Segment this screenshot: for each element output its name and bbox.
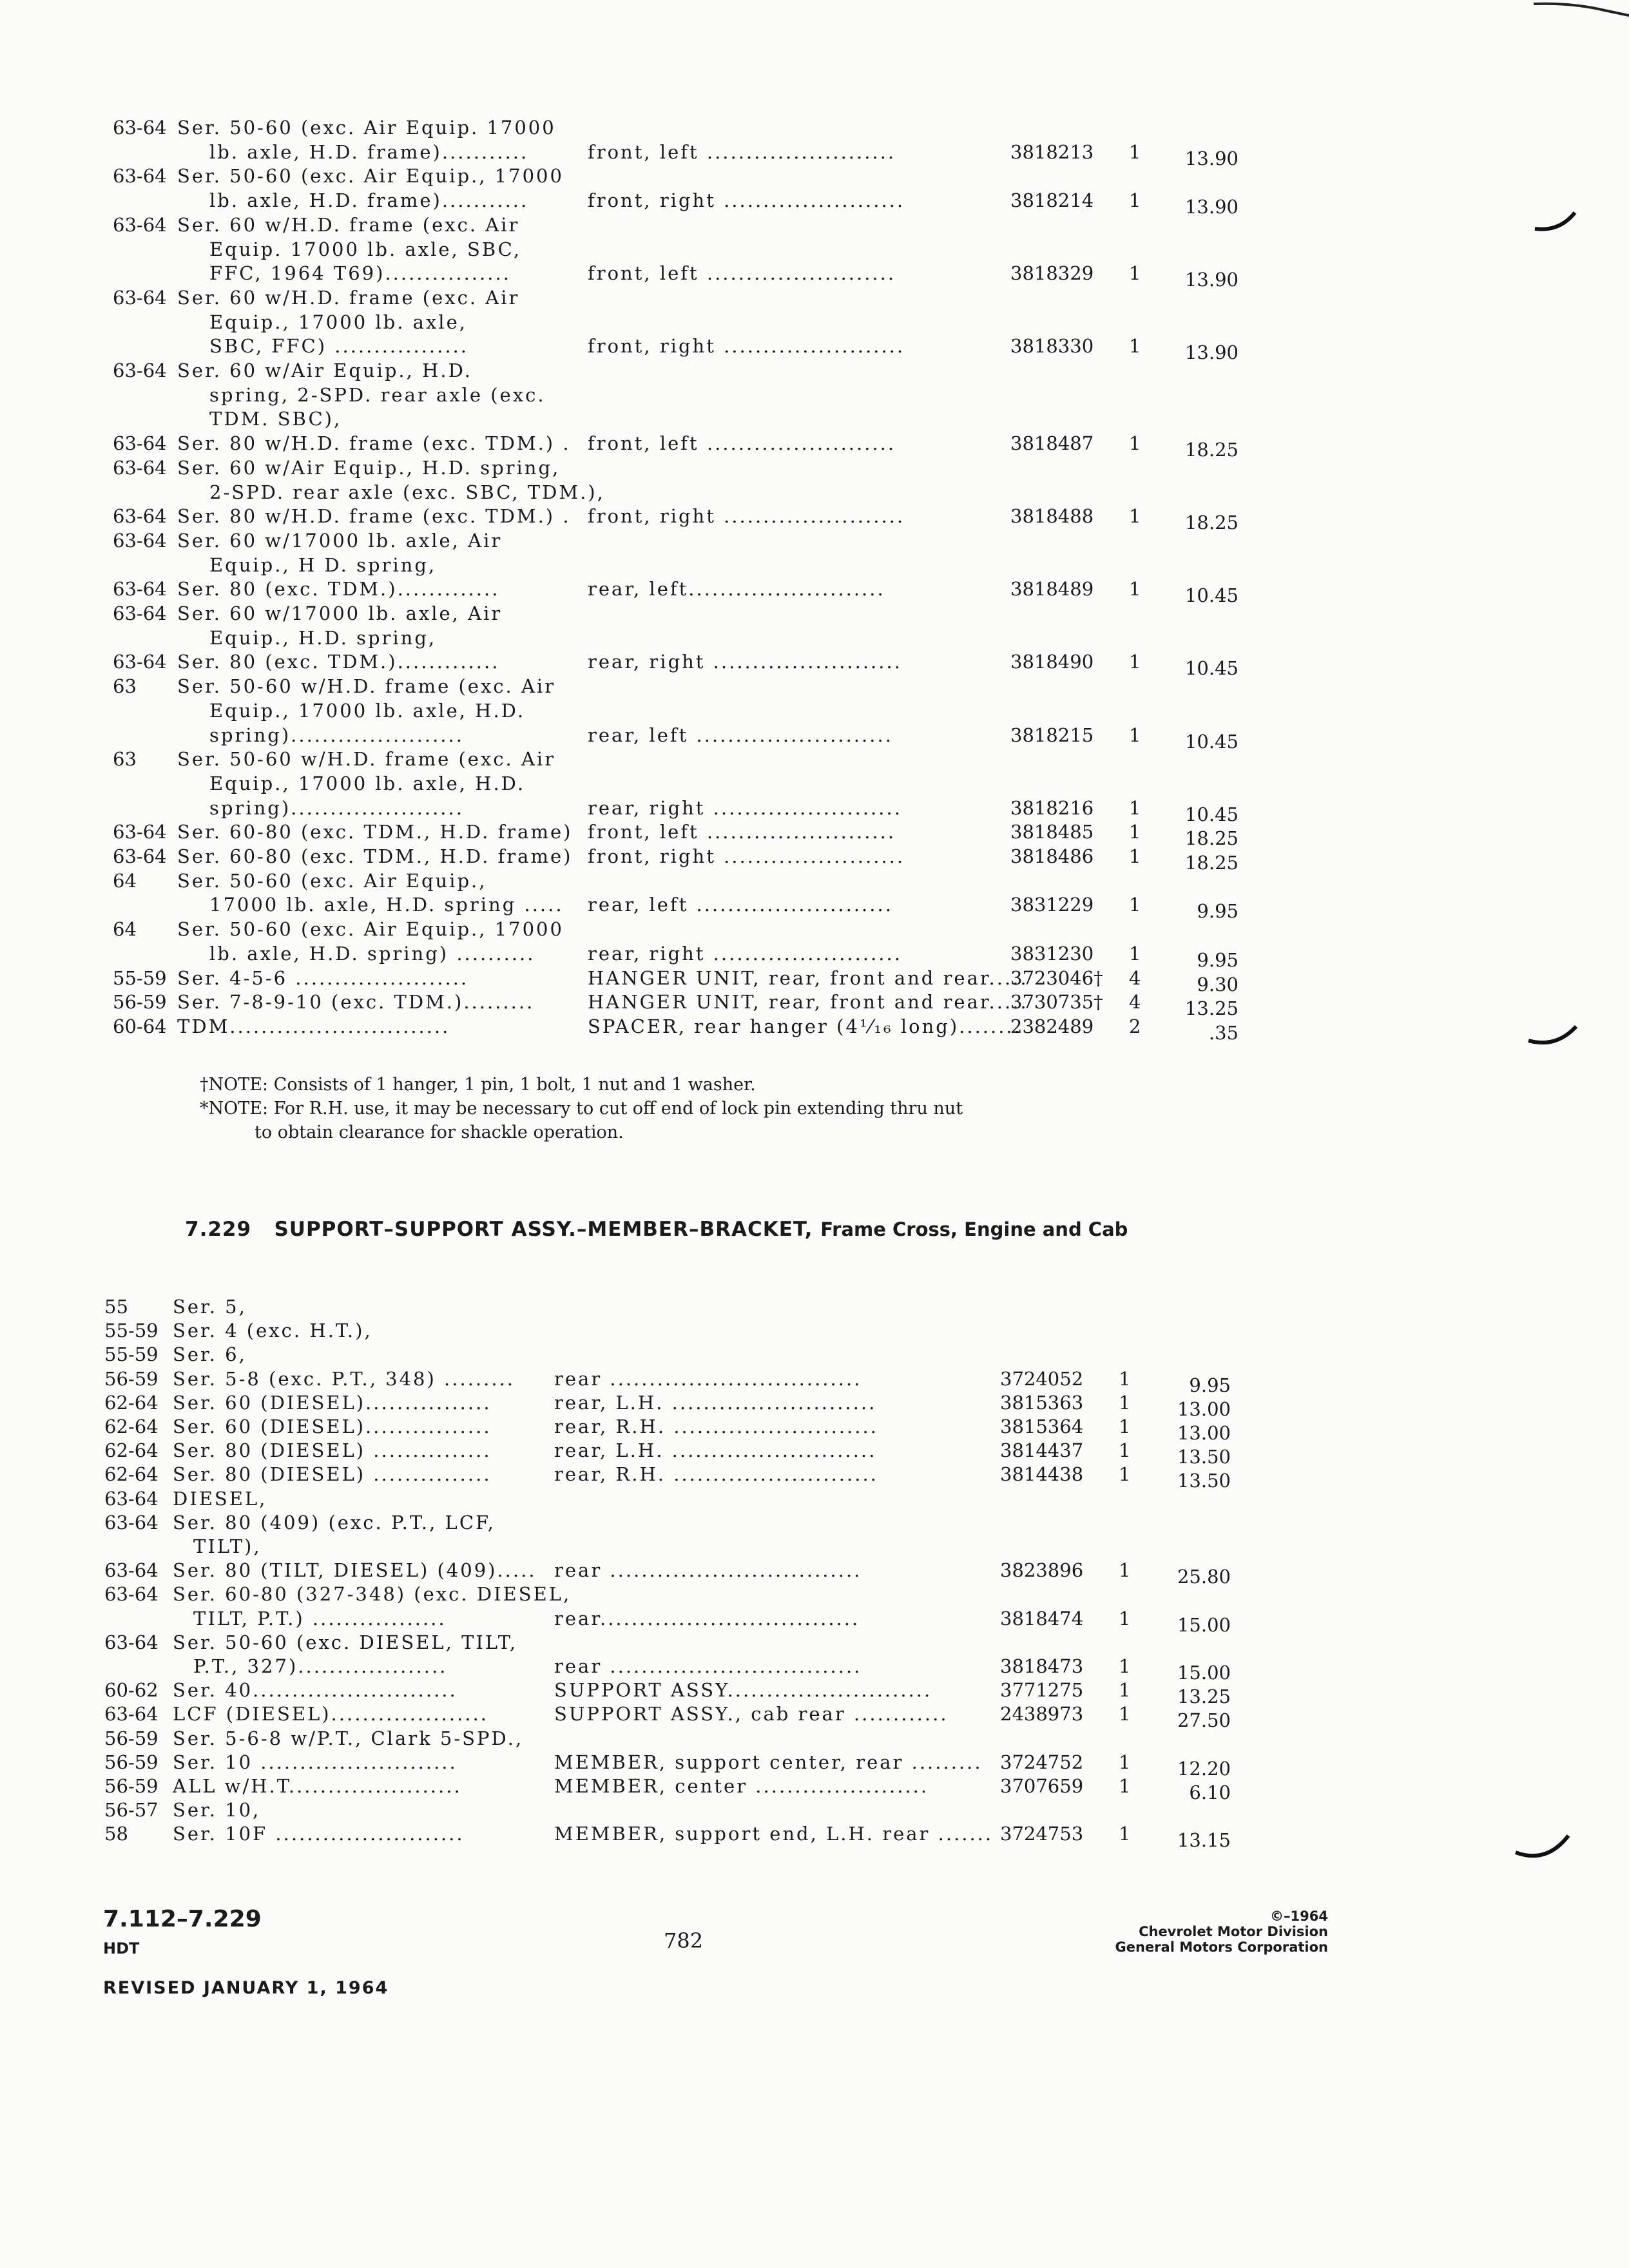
entry-location: front, right ....................... [588, 845, 905, 867]
price: 18.25 [1184, 852, 1239, 874]
entry-year: 56-57 [104, 1799, 159, 1821]
entry-description: Ser. 60 w/Air Equip., H.D. spring, [177, 456, 561, 479]
entry-description: Ser. 60 (DIESEL)................ [173, 1416, 492, 1437]
price: 6.10 [1189, 1782, 1231, 1803]
entry-year: 55-59 [113, 966, 167, 989]
entry-description: Ser. 5-8 (exc. P.T., 348) ......... [173, 1367, 516, 1390]
entry-description: Equip., H D. spring, [209, 553, 437, 576]
entry-location: SUPPORT ASSY., cab rear ............ [554, 1703, 949, 1725]
price: 13.90 [1184, 269, 1239, 291]
part-number: 3815363 [1000, 1391, 1084, 1414]
entry-description: LCF (DIESEL).................... [173, 1703, 488, 1725]
entry-year: 63-64 [113, 529, 167, 552]
part-number: 3818485 [1010, 821, 1094, 843]
entry-location: rear................................. [554, 1607, 860, 1629]
price: 13.00 [1177, 1422, 1231, 1444]
entry-description: lb. axle, H.D. frame)........... [209, 189, 529, 212]
entry-year: 63-64 [113, 213, 167, 236]
quantity: 1 [1129, 262, 1141, 285]
entry-description: Ser. 80 (DIESEL) ............... [173, 1439, 492, 1462]
scan-smudge-top [1534, 0, 1629, 26]
entry-location: rear, R.H. .......................... [554, 1463, 878, 1486]
entry-year: 56-59 [104, 1367, 159, 1390]
entry-location: front, right ....................... [588, 335, 905, 358]
entry-year: 62-64 [104, 1391, 159, 1414]
part-number: 3707659 [1000, 1775, 1084, 1797]
quantity: 1 [1129, 942, 1141, 965]
entry-location: rear, left......................... [588, 578, 885, 601]
entry-year: 56-59 [104, 1751, 159, 1773]
price: 13.90 [1184, 147, 1239, 169]
entry-description: lb. axle, H.D. spring) .......... [209, 942, 535, 965]
part-number: 3771275 [1000, 1679, 1084, 1702]
entry-year: 63-64 [113, 845, 167, 867]
entry-year: 63-64 [113, 602, 167, 624]
quantity: 1 [1119, 1367, 1131, 1390]
part-number: 3814438 [1000, 1463, 1084, 1486]
entry-description: spring)...................... [209, 724, 464, 746]
entry-description: Ser. 60 (DIESEL)................ [173, 1391, 492, 1414]
part-number: 3818487 [1010, 432, 1094, 455]
entry-description: Ser. 80 (exc. TDM.)............. [177, 651, 500, 673]
entry-location: rear, right ........................ [588, 942, 902, 965]
quantity: 1 [1129, 651, 1141, 673]
entry-location: rear ................................ [554, 1655, 862, 1677]
entry-description: Equip., 17000 lb. axle, H.D. [209, 772, 526, 794]
quantity: 1 [1129, 335, 1141, 358]
entry-year: 64 [113, 918, 137, 941]
entry-year: 63-64 [113, 432, 167, 455]
entry-description: Ser. 80 (DIESEL) ............... [173, 1463, 492, 1486]
part-number: 3818214 [1010, 189, 1094, 212]
part-number: 3730735† [1010, 991, 1103, 1014]
entry-year: 63-64 [113, 360, 167, 381]
entry-description: TILT, P.T.) ................. [193, 1607, 447, 1629]
part-number: 3818329 [1010, 262, 1094, 285]
entry-description: Ser. 60 w/17000 lb. axle, Air [177, 602, 503, 624]
section-number: 7.229 [185, 1218, 252, 1241]
price: 13.15 [1177, 1829, 1231, 1852]
price: 15.00 [1177, 1613, 1231, 1636]
entry-year: 63-64 [113, 651, 167, 673]
part-number: 3818489 [1010, 578, 1094, 601]
quantity: 2 [1129, 1015, 1141, 1037]
entry-description: 2-SPD. rear axle (exc. SBC, TDM.), [209, 481, 605, 503]
part-number: 2382489 [1010, 1015, 1094, 1037]
entry-description: Ser. 50-60 w/H.D. frame (exc. Air [177, 675, 556, 698]
entry-year: 60-64 [113, 1015, 167, 1037]
entry-description: DIESEL, [173, 1487, 267, 1510]
note-continuation: to obtain clearance for shackle operation. [255, 1122, 624, 1142]
part-number: 3818330 [1010, 335, 1094, 358]
price: 10.45 [1184, 803, 1239, 825]
entry-location: HANGER UNIT, rear, front and rear..... [588, 991, 1028, 1014]
part-number: 3818490 [1010, 651, 1094, 673]
entry-year: 63 [113, 675, 137, 698]
entry-location: rear, R.H. .......................... [554, 1416, 878, 1437]
part-number: 3724052 [1000, 1367, 1084, 1390]
part-number: 3818215 [1010, 724, 1094, 746]
copyright: ©–1964 [1270, 1908, 1328, 1924]
part-number: 3818474 [1000, 1607, 1084, 1629]
price: 10.45 [1184, 657, 1239, 680]
entry-description: Ser. 80 w/H.D. frame (exc. TDM.) . [177, 505, 571, 528]
part-number: 3815364 [1000, 1416, 1084, 1437]
entry-location: rear, left ......................... [588, 724, 893, 746]
part-number: 2438973 [1000, 1703, 1084, 1725]
entry-year: 58 [104, 1823, 128, 1845]
entry-year: 63-64 [104, 1583, 159, 1606]
part-number: 3724753 [1000, 1823, 1084, 1845]
entry-description: Ser. 50-60 (exc. Air Equip. 17000 [177, 117, 556, 139]
entry-location: HANGER UNIT, rear, front and rear..... [588, 966, 1028, 989]
entry-year: 55-59 [104, 1343, 159, 1366]
entry-description: Ser. 50-60 (exc. Air Equip., [177, 869, 487, 892]
quantity: 1 [1119, 1607, 1131, 1629]
entry-description: SBC, FFC) ................. [209, 335, 468, 358]
page-number: 782 [664, 1928, 704, 1953]
quantity: 1 [1119, 1775, 1131, 1797]
entry-description: Ser. 60 w/Air Equip., H.D. [177, 360, 473, 381]
entry-location: rear, right ........................ [588, 796, 902, 819]
margin-tick-mark [1534, 193, 1579, 238]
note-line: †NOTE: Consists of 1 hanger, 1 pin, 1 bolt, 1 nut and 1 washer. [200, 1075, 756, 1095]
entry-year: 63-64 [104, 1487, 159, 1510]
entry-location: SPACER, rear hanger (4¹⁄₁₆ long)........ [588, 1015, 1022, 1037]
part-number: 3724752 [1000, 1751, 1084, 1773]
entry-year: 63-64 [104, 1703, 159, 1725]
entry-description: Ser. 60 w/H.D. frame (exc. Air [177, 286, 520, 309]
price: 27.50 [1177, 1709, 1231, 1732]
entry-description: Equip., H.D. spring, [209, 626, 437, 649]
entry-year: 63-64 [113, 456, 167, 479]
entry-description: Ser. 80 (exc. TDM.)............. [177, 578, 500, 601]
entry-location: front, left ........................ [588, 821, 896, 843]
part-number: 3818488 [1010, 505, 1094, 528]
entry-description: Ser. 4 (exc. H.T.), [173, 1320, 372, 1342]
quantity: 1 [1129, 845, 1141, 867]
price: 13.25 [1184, 997, 1239, 1020]
entry-year: 63 [113, 748, 137, 771]
price: 13.00 [1177, 1398, 1231, 1420]
quantity: 1 [1119, 1463, 1131, 1486]
entry-location: SUPPORT ASSY.......................... [554, 1679, 932, 1702]
price: 9.30 [1197, 973, 1239, 995]
quantity: 1 [1119, 1823, 1131, 1845]
entry-year: 56-59 [113, 991, 167, 1014]
entry-location: front, right ....................... [588, 189, 905, 212]
entry-year: 63-64 [104, 1511, 159, 1533]
entry-location: rear ................................ [554, 1559, 862, 1582]
entry-description: Ser. 80 (TILT, DIESEL) (409)..... [173, 1559, 537, 1582]
price: 13.90 [1184, 341, 1239, 364]
org-chevrolet: Chevrolet Motor Division [1139, 1924, 1328, 1939]
quantity: 1 [1129, 821, 1141, 843]
entry-description: Ser. 60-80 (327-348) (exc. DIESEL, [173, 1583, 572, 1606]
quantity: 1 [1119, 1751, 1131, 1773]
price: 13.50 [1177, 1470, 1231, 1492]
price: 10.45 [1184, 584, 1239, 607]
section-subtitle: Frame Cross, Engine and Cab [820, 1218, 1128, 1240]
part-number: 3814437 [1000, 1439, 1084, 1462]
part-number: 3823896 [1000, 1559, 1084, 1582]
quantity: 1 [1119, 1655, 1131, 1677]
price: 12.20 [1177, 1757, 1231, 1780]
price: 13.25 [1177, 1686, 1231, 1708]
price: 15.00 [1177, 1662, 1231, 1684]
entry-description: Equip., 17000 lb. axle, H.D. [209, 699, 526, 722]
quantity: 1 [1129, 578, 1141, 601]
price: 9.95 [1197, 948, 1239, 971]
entry-description: Ser. 50-60 (exc. Air Equip., 17000 [177, 165, 564, 187]
entry-description: Ser. 5-6-8 w/P.T., Clark 5-SPD., [173, 1727, 524, 1749]
entry-year: 63-64 [113, 117, 167, 139]
entry-description: Ser. 50-60 (exc. Air Equip., 17000 [177, 918, 564, 941]
part-number: 3818216 [1010, 796, 1094, 819]
entry-description: Ser. 10, [173, 1799, 261, 1821]
part-number: 3818486 [1010, 845, 1094, 867]
entry-description: ALL w/H.T...................... [173, 1775, 462, 1797]
entry-description: TILT), [193, 1535, 262, 1557]
quantity: 4 [1129, 966, 1141, 989]
entry-description: FFC, 1964 T69)................ [209, 262, 511, 285]
quantity: 1 [1119, 1439, 1131, 1462]
entry-description: lb. axle, H.D. frame)........... [209, 140, 529, 163]
entry-year: 62-64 [104, 1463, 159, 1486]
entry-location: front, left ........................ [588, 140, 896, 163]
entry-description: Ser. 60 w/17000 lb. axle, Air [177, 529, 503, 552]
entry-description: Ser. 80 (409) (exc. P.T., LCF, [173, 1511, 496, 1533]
footer-code: HDT [103, 1939, 140, 1957]
entry-year: 55 [104, 1296, 128, 1318]
entry-year: 63-64 [113, 505, 167, 528]
entry-description: Ser. 60 w/H.D. frame (exc. Air [177, 213, 520, 236]
entry-year: 56-59 [104, 1727, 159, 1749]
entry-year: 63-64 [113, 578, 167, 601]
quantity: 1 [1119, 1391, 1131, 1414]
entry-description: 17000 lb. axle, H.D. spring ..... [209, 894, 564, 916]
entry-description: Ser. 10 ......................... [173, 1751, 458, 1773]
entry-location: MEMBER, support center, rear ......... [554, 1751, 983, 1773]
entry-description: Ser. 5, [173, 1296, 247, 1318]
entry-description: Equip. 17000 lb. axle, SBC, [209, 238, 522, 260]
price: 18.25 [1184, 827, 1239, 850]
note-line: *NOTE: For R.H. use, it may be necessary to cut off end of lock pin extending thru nut [200, 1099, 963, 1119]
quantity: 1 [1119, 1679, 1131, 1702]
entry-location: rear, right ........................ [588, 651, 902, 673]
margin-tick-mark [1527, 1015, 1579, 1053]
entry-year: 62-64 [104, 1439, 159, 1462]
entry-description: Ser. 80 w/H.D. frame (exc. TDM.) . [177, 432, 571, 455]
entry-description: spring, 2-SPD. rear axle (exc. [209, 383, 546, 406]
section-heading [185, 1218, 1128, 1241]
entry-description: Ser. 7-8-9-10 (exc. TDM.)......... [177, 991, 535, 1014]
entry-year: 63-64 [113, 821, 167, 843]
entry-location: front, right ....................... [588, 505, 905, 528]
quantity: 1 [1129, 724, 1141, 746]
entry-description: Ser. 60-80 (exc. TDM., H.D. frame) [177, 821, 573, 843]
entry-year: 56-59 [104, 1775, 159, 1797]
entry-description: TDM............................ [177, 1015, 450, 1037]
quantity: 1 [1129, 505, 1141, 528]
entry-description: Ser. 6, [173, 1343, 247, 1366]
entry-location: MEMBER, support end, L.H. rear ....... [554, 1823, 994, 1845]
quantity: 1 [1129, 432, 1141, 455]
entry-description: Ser. 10F ........................ [173, 1823, 465, 1845]
quantity: 1 [1129, 796, 1141, 819]
entry-location: rear, L.H. .......................... [554, 1391, 877, 1414]
footer-section-range: 7.112–7.229 [103, 1906, 262, 1932]
quantity: 1 [1119, 1703, 1131, 1725]
quantity: 4 [1129, 991, 1141, 1014]
part-number: 3723046† [1010, 966, 1103, 989]
entry-description: Ser. 50-60 (exc. DIESEL, TILT, [173, 1631, 518, 1653]
price: 18.25 [1184, 439, 1239, 461]
quantity: 1 [1119, 1559, 1131, 1582]
entry-year: 63-64 [113, 165, 167, 187]
price: 10.45 [1184, 730, 1239, 753]
price: 18.25 [1184, 512, 1239, 534]
quantity: 1 [1129, 894, 1141, 916]
margin-tick-mark [1514, 1827, 1572, 1872]
price: 9.95 [1189, 1374, 1231, 1396]
price: .35 [1208, 1021, 1239, 1044]
part-number: 3818473 [1000, 1655, 1084, 1677]
price: 25.80 [1177, 1566, 1231, 1588]
price: 13.50 [1177, 1446, 1231, 1468]
entry-description: P.T., 327)................... [193, 1655, 448, 1677]
entry-year: 62-64 [104, 1416, 159, 1437]
org-gm: General Motors Corporation [1115, 1939, 1328, 1955]
entry-location: rear ................................ [554, 1367, 862, 1390]
entry-year: 55-59 [104, 1320, 159, 1342]
entry-description: TDM. SBC), [209, 408, 342, 430]
part-number: 3818213 [1010, 140, 1094, 163]
entry-year: 63-64 [104, 1631, 159, 1653]
entry-description: Ser. 60-80 (exc. TDM., H.D. frame) [177, 845, 573, 867]
part-number: 3831229 [1010, 894, 1094, 916]
entry-year: 63-64 [113, 286, 167, 309]
entry-location: front, left ........................ [588, 262, 896, 285]
entry-location: front, left ........................ [588, 432, 896, 455]
entry-description: spring)...................... [209, 796, 464, 819]
quantity: 1 [1119, 1416, 1131, 1437]
entry-year: 63-64 [104, 1559, 159, 1582]
entry-description: Ser. 50-60 w/H.D. frame (exc. Air [177, 748, 556, 771]
revised-date: REVISED JANUARY 1, 1964 [103, 1978, 389, 1998]
entry-location: rear, L.H. .......................... [554, 1439, 877, 1462]
entry-description: Ser. 4-5-6 ...................... [177, 966, 469, 989]
section-title: SUPPORT–SUPPORT ASSY.–MEMBER–BRACKET, [274, 1218, 813, 1241]
entry-year: 64 [113, 869, 137, 892]
quantity: 1 [1129, 140, 1141, 163]
entry-location: MEMBER, center ...................... [554, 1775, 929, 1797]
entry-location: rear, left ......................... [588, 894, 893, 916]
price: 13.90 [1184, 196, 1239, 218]
quantity: 1 [1129, 189, 1141, 212]
price: 9.95 [1197, 900, 1239, 923]
entry-year: 60-62 [104, 1679, 159, 1702]
entry-description: Equip., 17000 lb. axle, [209, 311, 467, 333]
part-number: 3831230 [1010, 942, 1094, 965]
entry-description: Ser. 40.......................... [173, 1679, 458, 1702]
